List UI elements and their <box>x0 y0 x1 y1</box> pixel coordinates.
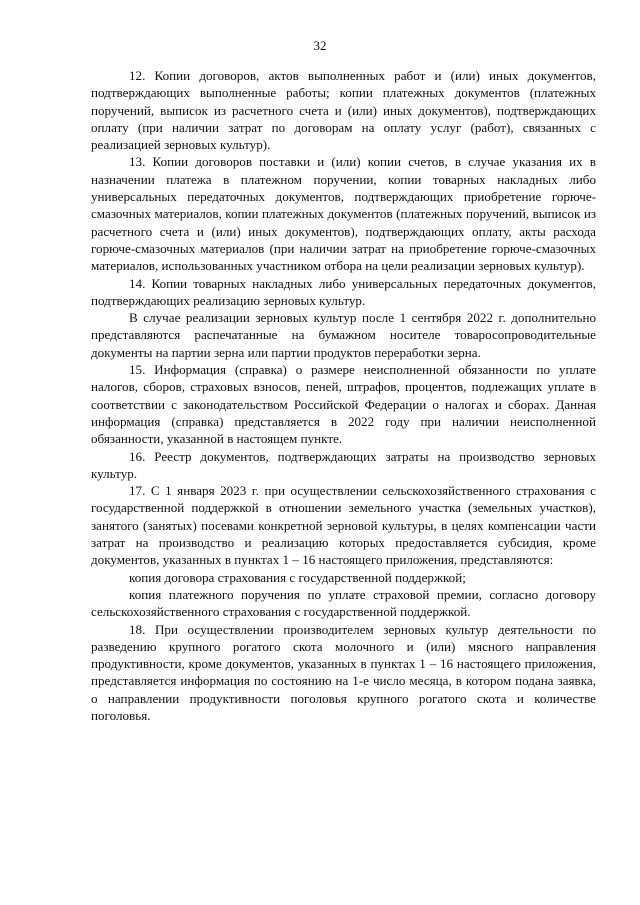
page-number: 32 <box>313 38 327 53</box>
paragraph-item-13: 13. Копии договоров поставки и (или) копии счетов, в случае указания их в назначении платежа в платежном поручении, копии товарных накладных либо универсальных передаточных документов, подтверждающих приобретение горюче-смазочных материалов, копии платежных документов (платежных поручений, выписок из расчетного счета и (или) иных документов), подтверждающих оплату, акты расхода горюче-смазочных материалов (при наличии затрат на приобретение горюче-смазочных материалов, использованных участником отбора на цели реализации зерновых культур). <box>91 154 596 274</box>
paragraph-item-14: 14. Копии товарных накладных либо универсальных передаточных документов, подтверждающих реализацию зерновых культур. <box>91 275 596 308</box>
paragraph-item-17-sub-1: копия договора страхования с государственной поддержкой; <box>129 569 466 585</box>
paragraph-item-12: 12. Копии договоров, актов выполненных работ и (или) иных документов, подтверждающих выполненные работы; копии платежных документов (платежных поручений, выписок из расчетного счета и (или) иных документов), подтверждающих оплату (при наличии затрат по договорам на оплату услуг (работ), связанных с реализацией зерновых культур). <box>91 68 596 153</box>
paragraph-item-17-sub-2: копия платежного поручения по уплате страховой премии, согласно договору сельскохозяйственного страхования с государственной поддержкой. <box>91 586 596 620</box>
paragraph-item-15: 15. Информация (справка) о размере неисполненной обязанности по уплате налогов, сборов, страховых взносов, пеней, штрафов, процентов, подлежащих уплате в соответствии с законодательством Российской Федерации о налогах и сборах. Данная информация (справка) представляется в 2022 году при наличии неисполненной обязанности, указанной в настоящем пункте. <box>91 362 596 447</box>
paragraph-item-18: 18. При осуществлении производителем зерновых культур деятельности по разведению крупного рогатого скота молочного и (или) мясного направления продуктивности, кроме документов, указанных в пунктах 1 – 16 настоящего приложения, представляется информация по состоянию на 1-е число месяца, в котором подана заявка, о направлении продуктивности поголовья крупного рогатого скота и количестве поголовья. <box>91 621 596 723</box>
paragraph-item-16: 16. Реестр документов, подтверждающих затраты на производство зерновых культур. <box>91 448 596 481</box>
document-body <box>91 67 596 724</box>
paragraph-item-17: 17. С 1 января 2023 г. при осуществлении сельскохозяйственного страхования с государственной поддержкой в отношении земельного участка (земельных участков), занятого (занятых) посевами конкретной зерновой культуры, в целях компенсации части затрат на производство и реализацию которых предоставляется субсидия, кроме документов, указанных в пунктах 1 – 16 настоящего приложения, представляются: <box>91 483 596 568</box>
paragraph-item-14-note: В случае реализации зерновых культур после 1 сентября 2022 г. дополнительно представляются распечатанные на бумажном носителе товаросопроводительные документы на партии зерна или партии продуктов переработки зерна. <box>91 310 596 360</box>
